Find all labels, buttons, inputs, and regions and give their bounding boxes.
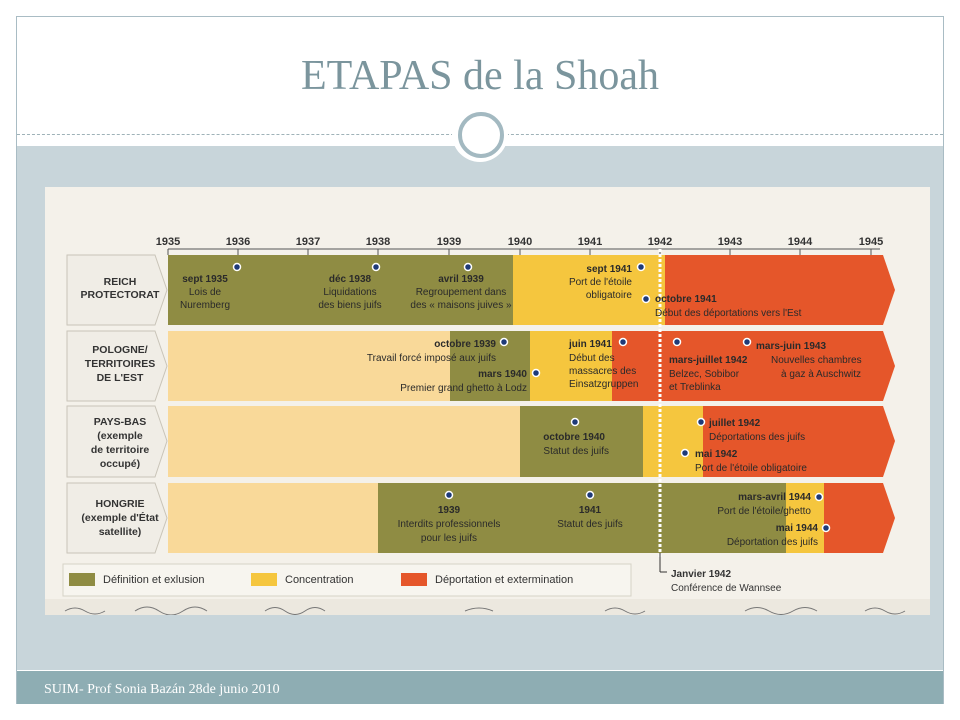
row-label-line: (exemple xyxy=(97,430,143,442)
event-text: Déportation des juifs xyxy=(726,537,818,548)
event-dot xyxy=(638,264,645,271)
year-label: 1935 xyxy=(155,236,181,248)
event-text: pour les juifs xyxy=(420,533,478,544)
row-label-line: occupé) xyxy=(99,458,141,470)
event-date: octobre 1940 xyxy=(543,432,605,443)
event-date: mars-juillet 1942 xyxy=(669,355,748,366)
row-label-line: POLOGNE/ xyxy=(92,344,148,356)
event-text: Einsatzgruppen xyxy=(569,379,639,390)
event-dot xyxy=(446,492,453,499)
event-text: Début des xyxy=(569,353,615,364)
event-dot xyxy=(744,339,751,346)
event-dot xyxy=(620,339,627,346)
event-date: mars 1940 xyxy=(478,369,527,380)
event-dot xyxy=(816,494,823,501)
handwriting-strip xyxy=(45,599,930,615)
event-text: des « maisons juives » xyxy=(410,300,512,311)
legend-swatch xyxy=(69,573,95,586)
event-text: Interdits professionnels xyxy=(397,519,501,530)
event-dot xyxy=(234,264,241,271)
event-text: Port de l'étoile xyxy=(568,277,632,288)
event-text: Port de l'étoile/ghetto xyxy=(717,506,811,517)
legend-label: Concentration xyxy=(285,574,354,586)
event-dot xyxy=(501,339,508,346)
event-date: avril 1939 xyxy=(438,274,484,285)
slide-title: ETAPAS de la Shoah xyxy=(301,53,659,99)
event-text: Début des déportations vers l'Est xyxy=(655,308,802,319)
row-label-line: HONGRIE xyxy=(95,498,145,510)
row-label-line: REICH xyxy=(103,276,137,288)
year-label: 1941 xyxy=(577,236,603,248)
event-dot xyxy=(823,525,830,532)
footer-text: SUIM- Prof Sonia Bazán 28de junio 2010 xyxy=(44,682,280,697)
event-date: mars-avril 1944 xyxy=(738,492,811,503)
year-label: 1939 xyxy=(436,236,462,248)
event-text: Port de l'étoile obligatoire xyxy=(695,463,807,474)
event-dot xyxy=(572,419,579,426)
event-text: Belzec, Sobibor xyxy=(669,369,740,380)
year-label: 1943 xyxy=(717,236,743,248)
event-date: 1939 xyxy=(437,505,461,516)
event-dot xyxy=(643,296,650,303)
event-text: Travail forcé imposé aux juifs xyxy=(366,353,496,364)
event-text: Statut des juifs xyxy=(557,519,623,530)
event-text: des biens juifs xyxy=(318,300,382,311)
event-text: Regroupement dans xyxy=(415,287,507,298)
legend-swatch xyxy=(401,573,427,586)
row-label-line: de territoire xyxy=(90,444,150,456)
event-text: obligatoire xyxy=(585,290,632,301)
legend-label: Définition et exlusion xyxy=(103,574,205,586)
row-label-line: PAYS-BAS xyxy=(93,416,147,428)
year-label: 1940 xyxy=(507,236,533,248)
event-date: mars-juin 1943 xyxy=(756,341,827,352)
event-date: mai 1944 xyxy=(775,523,818,534)
year-label: 1936 xyxy=(225,236,251,248)
event-text: Nouvelles chambres xyxy=(771,355,862,366)
divider-ring-icon xyxy=(458,112,504,158)
event-dot xyxy=(698,419,705,426)
year-label: 1944 xyxy=(787,236,813,248)
year-label: 1938 xyxy=(365,236,391,248)
row-label-line: TERRITOIRES xyxy=(84,358,156,370)
wannsee-date: Janvier 1942 xyxy=(671,569,732,580)
event-date: 1941 xyxy=(578,505,602,516)
year-label: 1942 xyxy=(647,236,673,248)
row-label-line: (exemple d'État xyxy=(81,512,159,524)
event-date: sept 1935 xyxy=(182,274,228,285)
event-date: octobre 1939 xyxy=(434,339,496,350)
event-dot xyxy=(373,264,380,271)
timeline-image xyxy=(45,187,930,615)
event-text: et Treblinka xyxy=(669,382,721,393)
year-label: 1945 xyxy=(858,236,884,248)
event-date: juin 1941 xyxy=(569,339,612,350)
event-dot xyxy=(682,450,689,457)
event-date: octobre 1941 xyxy=(655,294,717,305)
event-dot xyxy=(533,370,540,377)
event-text: Premier grand ghetto à Lodz xyxy=(400,383,527,394)
event-text: Lois de xyxy=(188,287,222,298)
event-date: mai 1942 xyxy=(695,449,738,460)
event-text: à gaz à Auschwitz xyxy=(781,369,862,380)
row-label-line: PROTECTORAT xyxy=(80,289,160,301)
wannsee-text: Conférence de Wannsee xyxy=(671,583,782,594)
row-label-line: DE L'EST xyxy=(96,372,144,384)
event-text: Statut des juifs xyxy=(543,446,609,457)
event-date: sept 1941 xyxy=(586,264,632,275)
event-text: massacres des xyxy=(569,366,637,377)
event-date: juillet 1942 xyxy=(709,418,761,429)
event-dot xyxy=(587,492,594,499)
event-text: Déportations des juifs xyxy=(709,432,806,443)
event-text: Liquidations xyxy=(323,287,377,298)
event-dot xyxy=(465,264,472,271)
event-text: Nuremberg xyxy=(179,300,231,311)
event-dot xyxy=(674,339,681,346)
event-date: déc 1938 xyxy=(328,274,372,285)
row-label-line: satellite) xyxy=(98,526,142,538)
legend-label: Déportation et extermination xyxy=(435,574,574,586)
year-label: 1937 xyxy=(295,236,321,248)
legend-swatch xyxy=(251,573,277,586)
